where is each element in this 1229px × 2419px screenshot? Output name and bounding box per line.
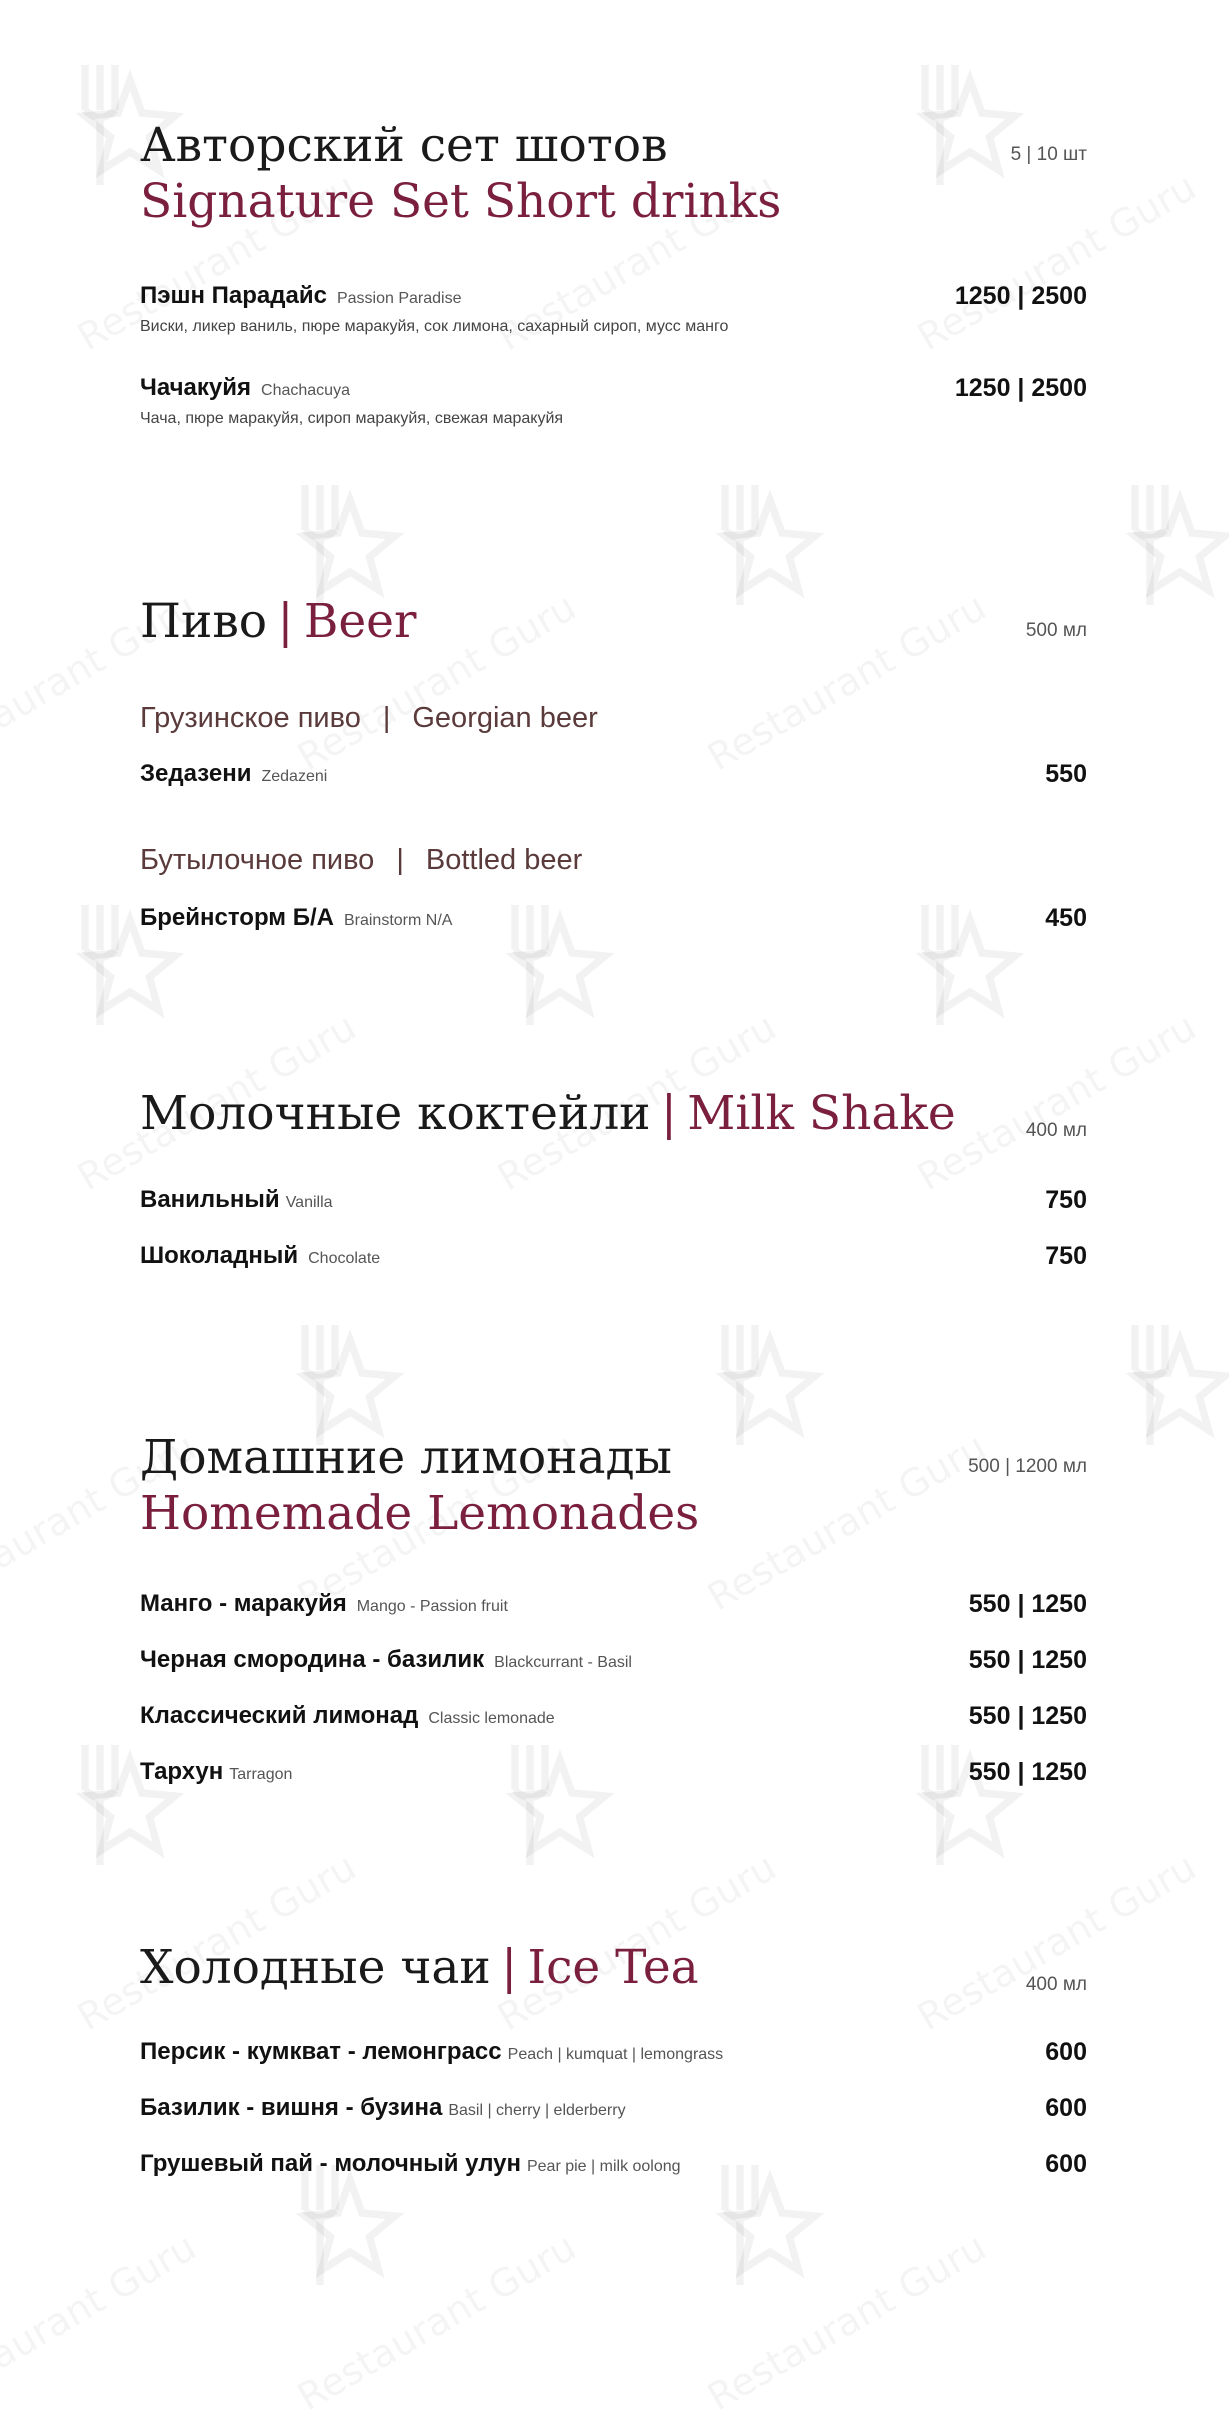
volume-label: 400 мл	[1025, 1974, 1087, 1995]
item-price: 600	[1045, 2094, 1087, 2122]
menu-item	[140, 1242, 1087, 1270]
menu-item	[140, 374, 1087, 428]
menu-item	[140, 282, 1087, 336]
title-en-text: Homemade Lemonades	[140, 1486, 700, 1541]
item-name-en: Tarragon	[229, 1766, 293, 1783]
item-name-en: Classic lemonade	[428, 1710, 555, 1727]
volume-label: 500 мл	[1025, 620, 1087, 641]
volume-label: 5 | 10 шт	[1010, 144, 1087, 165]
section-title	[140, 1086, 1087, 1142]
item-price: 550	[1045, 760, 1087, 788]
title-en-text: Beer	[303, 594, 417, 649]
menu-item	[140, 1646, 1087, 1674]
menu-item	[140, 1758, 1087, 1786]
section-title-ru	[140, 1430, 1087, 1486]
item-name-en: Mango - Passion fruit	[356, 1598, 508, 1615]
section-milk-shake	[140, 1086, 1087, 1286]
title-ru-text: Авторский сет шотов	[140, 118, 668, 173]
item-name-ru: Персик - кумкват - лемонграсс	[140, 2038, 502, 2065]
item-name-ru: Брейнсторм Б/А	[140, 904, 334, 931]
subsection-title-en: Bottled beer	[425, 844, 583, 876]
menu-item	[140, 2150, 1087, 2178]
subsection-title-ru: Бутылочное пиво	[140, 844, 375, 876]
menu-item	[140, 904, 1087, 932]
item-name-ru: Черная смородина - базилик	[140, 1646, 485, 1673]
title-ru-text: Холодные чаи	[140, 1940, 491, 1995]
title-ru-text: Молочные коктейли	[140, 1086, 651, 1141]
item-name-ru: Грушевый пай - молочный улун	[140, 2150, 521, 2177]
watermark-text	[700, 2225, 993, 2419]
section-title-en	[140, 174, 1087, 230]
menu-item	[140, 1702, 1087, 1730]
item-price: 550 | 1250	[968, 1646, 1087, 1674]
item-name-en: Basil | cherry | elderberry	[448, 2102, 626, 2119]
menu-item	[140, 1186, 1087, 1214]
item-name-en: Brainstorm N/A	[343, 912, 453, 929]
restaurant-guru-logo-icon	[1090, 470, 1229, 620]
menu-item	[140, 2038, 1087, 2066]
subsection-georgian-beer	[140, 702, 598, 735]
item-price: 600	[1045, 2038, 1087, 2066]
watermark-text	[290, 2225, 583, 2419]
section-title-en	[140, 1486, 1087, 1542]
item-name-ru: Манго - маракуйя	[140, 1590, 347, 1617]
watermark-text	[0, 2225, 203, 2419]
item-price: 550 | 1250	[968, 1758, 1087, 1786]
item-price: 450	[1045, 904, 1087, 932]
section-homemade-lemonades	[140, 1430, 1087, 1790]
section-signature-shots	[140, 118, 1087, 448]
title-en-text: Milk Shake	[687, 1086, 956, 1141]
item-price: 750	[1045, 1242, 1087, 1270]
menu-item	[140, 2094, 1087, 2122]
item-name-en: Peach | kumquat | lemongrass	[507, 2046, 724, 2063]
item-name-ru: Чачакуйя	[140, 374, 252, 401]
volume-label: 400 мл	[1025, 1120, 1087, 1141]
item-price: 1250 | 2500	[954, 282, 1087, 310]
title-separator: |	[660, 1086, 677, 1141]
item-name-en: Vanilla	[285, 1194, 333, 1211]
item-price: 550 | 1250	[968, 1590, 1087, 1618]
item-name-en: Blackcurrant - Basil	[494, 1654, 632, 1671]
item-name-ru: Тархун	[140, 1758, 224, 1785]
item-name-en: Chachacuya	[261, 382, 350, 399]
item-name-ru: Пэшн Парадайс	[140, 282, 327, 309]
volume-label: 500 | 1200 мл	[968, 1456, 1087, 1477]
title-ru-text: Пиво	[140, 594, 268, 649]
item-price: 600	[1045, 2150, 1087, 2178]
item-name-ru: Ванильный	[140, 1186, 280, 1213]
section-beer	[140, 594, 1087, 954]
item-name-ru: Зедазени	[140, 760, 252, 787]
subsection-separator: |	[396, 844, 404, 876]
item-description: Виски, ликер ваниль, пюре маракуйя, сок лимона, сахарный сироп, мусс манго	[140, 318, 729, 335]
title-ru-text: Домашние лимонады	[140, 1430, 672, 1485]
subsection-title-en: Georgian beer	[412, 702, 598, 734]
title-en-text: Signature Set Short drinks	[140, 174, 782, 229]
section-ice-tea	[140, 1940, 1087, 2180]
item-name-en: Passion Paradise	[336, 290, 462, 307]
subsection-bottled-beer	[140, 844, 582, 877]
title-en-text: Ice Tea	[527, 1940, 699, 1995]
section-title	[140, 1940, 1087, 1996]
item-price: 1250 | 2500	[954, 374, 1087, 402]
section-title	[140, 594, 1087, 650]
item-price: 750	[1045, 1186, 1087, 1214]
item-name-ru: Базилик - вишня - бузина	[140, 2094, 443, 2121]
subsection-title-ru: Грузинское пиво	[140, 702, 361, 734]
title-separator: |	[277, 594, 294, 649]
item-name-en: Zedazeni	[261, 768, 328, 785]
menu-item	[140, 1590, 1087, 1618]
item-name-ru: Шоколадный	[140, 1242, 299, 1269]
menu-item	[140, 760, 1087, 788]
section-title-ru	[140, 118, 1087, 174]
item-description: Чача, пюре маракуйя, сироп маракуйя, свежая маракуйя	[140, 410, 564, 427]
restaurant-guru-logo-icon	[1090, 1310, 1229, 1460]
subsection-separator: |	[382, 702, 391, 734]
item-name-en: Chocolate	[308, 1250, 381, 1267]
item-price: 550 | 1250	[968, 1702, 1087, 1730]
item-name-ru: Классический лимонад	[140, 1702, 419, 1729]
title-separator: |	[501, 1940, 518, 1995]
item-name-en: Pear pie | milk oolong	[526, 2158, 681, 2175]
